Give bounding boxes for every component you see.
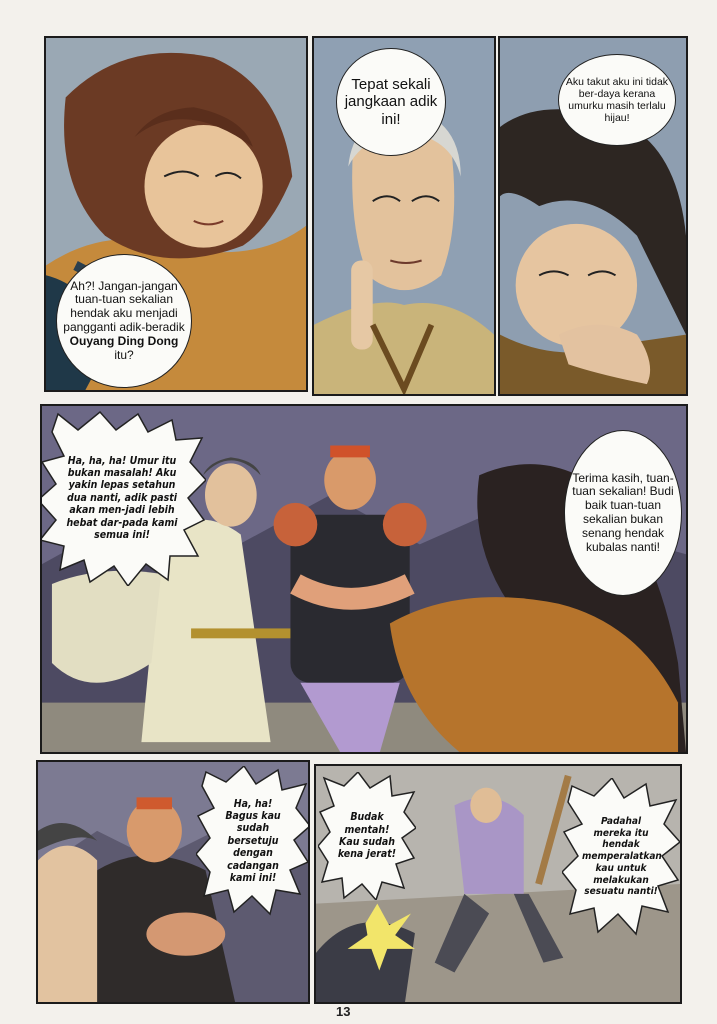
panel-5 bbox=[36, 760, 310, 1004]
panel-3-speech-text: Aku takut aku ini tidak ber-daya kerana umurku masih terlalu hijau! bbox=[565, 75, 669, 125]
panel-5-shout-text: Ha, ha! Bagus kau sudah bersetuju dengan cadangan kami ini! bbox=[225, 797, 281, 884]
panel-6 bbox=[314, 764, 682, 1004]
panel-2-speech-bubble bbox=[336, 48, 446, 156]
panel-3-speech-bubble bbox=[558, 54, 676, 146]
panel-4-shout-burst bbox=[40, 410, 206, 586]
panel-6-shout-text-right: Padahal mereka itu hendak memperalatkan kau untuk melakukan sesuatu nanti! bbox=[582, 815, 662, 898]
panel-1-speech-name: Ouyang Ding Dong bbox=[69, 333, 179, 348]
panel-1 bbox=[44, 36, 308, 392]
panel-4-speech-text: Terima kasih, tuan-tuan sekalian! Budi baik tuan-tuan sekalian bukan senang hendak kubalas nanti! bbox=[572, 470, 674, 554]
page-number: 13 bbox=[336, 1004, 351, 1019]
panel-2 bbox=[312, 36, 496, 396]
panel-1-speech-bubble bbox=[56, 254, 192, 388]
panel-6-shout-burst-right bbox=[562, 778, 680, 936]
panel-1-speech-text: Ah?! Jangan-jangan tuan-tuan sekalian hendak aku menjadi pangganti adik-beradik bbox=[63, 278, 185, 334]
panel-5-shout-burst bbox=[196, 766, 310, 916]
panel-3 bbox=[498, 36, 688, 396]
panel-6-shout-burst-left bbox=[318, 772, 416, 900]
panel-2-speech-text: Tepat sekali jangkaan adik ini! bbox=[344, 76, 438, 128]
panel-4 bbox=[40, 404, 688, 754]
panel-4-speech-bubble bbox=[564, 430, 682, 596]
panel-6-shout-text-left: Budak mentah! Kau sudah kena jerat! bbox=[337, 811, 397, 861]
panel-1-speech-end: itu? bbox=[114, 347, 134, 362]
panel-4-shout-text: Ha, ha, ha! Umur itu bukan masalah! Aku yakin lepas setahun dua nanti, adik pasti akan men-jadi lebih hebat dar-pada kami semua ini! bbox=[66, 454, 178, 541]
